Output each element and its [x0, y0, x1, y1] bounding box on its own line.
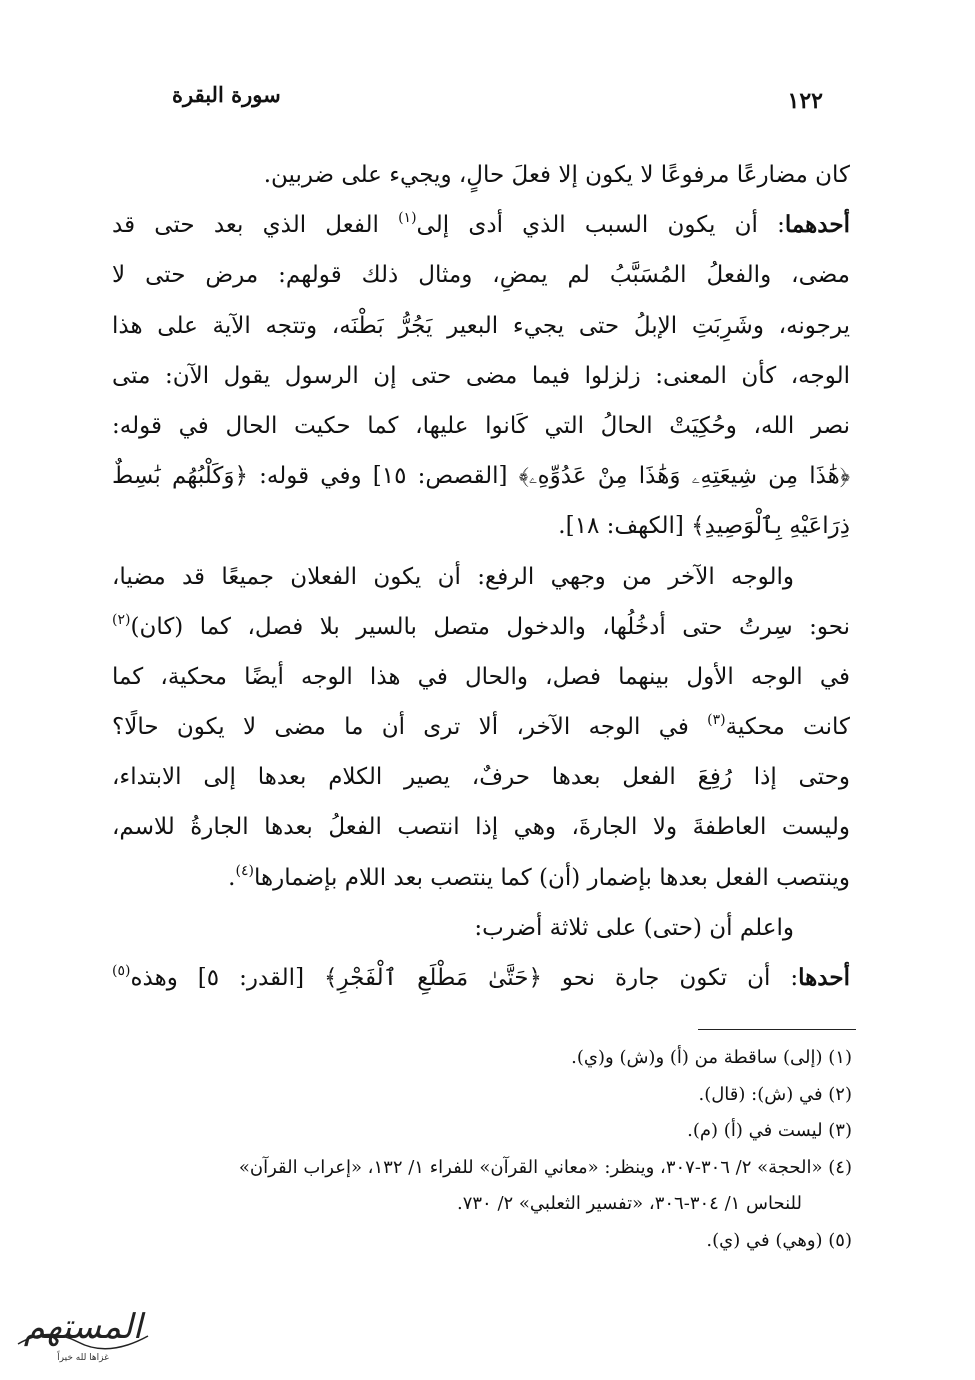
footnote-ref: (٥) [112, 963, 131, 979]
body-line [112, 752, 850, 802]
line-text-rest: . [228, 864, 236, 891]
line-text: واعلم أن (حتى) على ثلاثة أضرب: [474, 914, 794, 941]
surah-title: سورة البقرة [172, 82, 281, 107]
body-line [112, 552, 850, 602]
footnote: للنحاس ١/ ٣٠٤-٣٠٦، «تفسير الثعلبي» ٢/ ٧٣٠. [456, 1193, 802, 1214]
line-text: وحتى إذا رُفِعَ الفعل بعدها حرفٌ، يصير الكلام بعدها إلى الابتداء، [112, 764, 850, 791]
line-text: وليست العاطفةَ ولا الجارةَ، وهي إذا انتصب الفعلُ بعدها الجارةُ للاسم، [112, 814, 850, 841]
footnote: (٣) ليست في (أ) (م). [687, 1120, 852, 1141]
body-line [112, 200, 850, 250]
body-line [112, 351, 850, 401]
line-text: والوجه الآخر من وجهي الرفع: أن يكون الفعلان جميعًا قد مضيا، [112, 563, 794, 590]
library-stamp-logo [8, 1296, 158, 1368]
stamp-subtext: غزاها لله خيراً [57, 1353, 109, 1363]
body-line [112, 652, 850, 702]
body-line [112, 702, 850, 752]
footnote-ref: (٤) [235, 862, 254, 879]
line-text: الوجه، كأن المعنى: زلزلوا فيما مضى حتى إن الرسول يقول الآن: متى [112, 362, 850, 389]
footnote: (٥) (وهي) في (ي). [706, 1229, 852, 1251]
line-text: ذِرَاعَيْهِ بِٱلْوَصِيدِ﴾ [الكهف: ١٨]. [558, 513, 850, 540]
line-text: نحو: سِرتُ حتى أدخُلُها، والدخول متصل بالسير بلا فصل، كما (كان) [130, 613, 850, 640]
body-line [112, 903, 850, 953]
line-text-rest: الفعل الذي بعد حتى قد [112, 212, 399, 239]
body-line [112, 150, 850, 200]
body-text [112, 150, 850, 1003]
footnote-ref: (١) [398, 210, 417, 227]
body-line [112, 451, 850, 501]
line-text: نصر الله، وحُكِيَتْ الحالُ التي كَانوا عليها، كما حكيت الحال في قوله: [112, 412, 850, 439]
footnotes [112, 1040, 852, 1259]
body-line [112, 853, 850, 903]
body-line [112, 953, 850, 1003]
footnote-ref: (٣) [707, 712, 726, 729]
line-text-rest: في الوجه الآخر، ألا ترى أن ما مضى لا يكون حالًا؟ [112, 714, 708, 741]
line-text: : أن تكون جارة نحو ﴿حَتَّىٰ مَطْلَعِ ٱلْفَجْرِ﴾ [القدر: ٥] وهذه [130, 965, 799, 991]
line-text: : أن يكون السبب الذي أدى إلى [416, 212, 785, 239]
line-text: وينتصب الفعل بعدها بإضمار (أن) كما ينتصب بعد اللام بإضمارها [253, 864, 850, 891]
line-text: يرجونه، وشَرِبَتِ الإبلُ حتى يجيء البعير يَجُرُّ بَطْنَه، وتتجه الآية على هذا [112, 312, 850, 339]
page-number: ١٢٢ [787, 88, 823, 114]
line-text: مضى، والفعلُ المُسَبَّبُ لم يمضِ، ومثال ذلك قولهم: مرض حتى لا [112, 262, 850, 289]
body-line [112, 802, 850, 852]
line-text: في الوجه الأول بينهما فصل، والحال في هذا الوجه أيضًا محكية، كما [112, 663, 850, 690]
footnote: (٢) في (ش): (قال). [698, 1083, 852, 1105]
bold-keyword: أحدهما [784, 211, 850, 239]
stamp-text: المستهم [23, 1307, 143, 1347]
body-line [112, 250, 850, 300]
body-line [112, 501, 850, 551]
footnote: (١) (إلى) ساقطة من (أ) و(ش) و(ي). [571, 1047, 852, 1068]
body-line [112, 401, 850, 451]
body-line [112, 301, 850, 351]
line-text: ﴿هَٰذَا مِن شِيعَتِهِۦ وَهَٰذَا مِنْ عَدُوِّهِۦ﴾ [القصص: ١٥] وفي قوله: ﴿وَكَلْبُهُم بَٰسِطٌ [112, 463, 850, 490]
body-line [112, 602, 850, 652]
line-text: كان مضارعًا مرفوعًا لا يكون إلا فعلَ حالٍ، ويجيء على ضربين. [263, 162, 850, 188]
line-text: كانت محكية [725, 714, 850, 741]
bold-keyword: أحدها [798, 964, 850, 991]
footnote-divider [698, 1029, 856, 1030]
footnote-ref: (٢) [112, 611, 131, 628]
footnote: (٤) «الحجة» ٢/ ٣٠٦-٣٠٧، وينظر: «معاني القرآن» للفراء ١/ ١٣٢، «إعراب القرآن» [238, 1156, 852, 1178]
